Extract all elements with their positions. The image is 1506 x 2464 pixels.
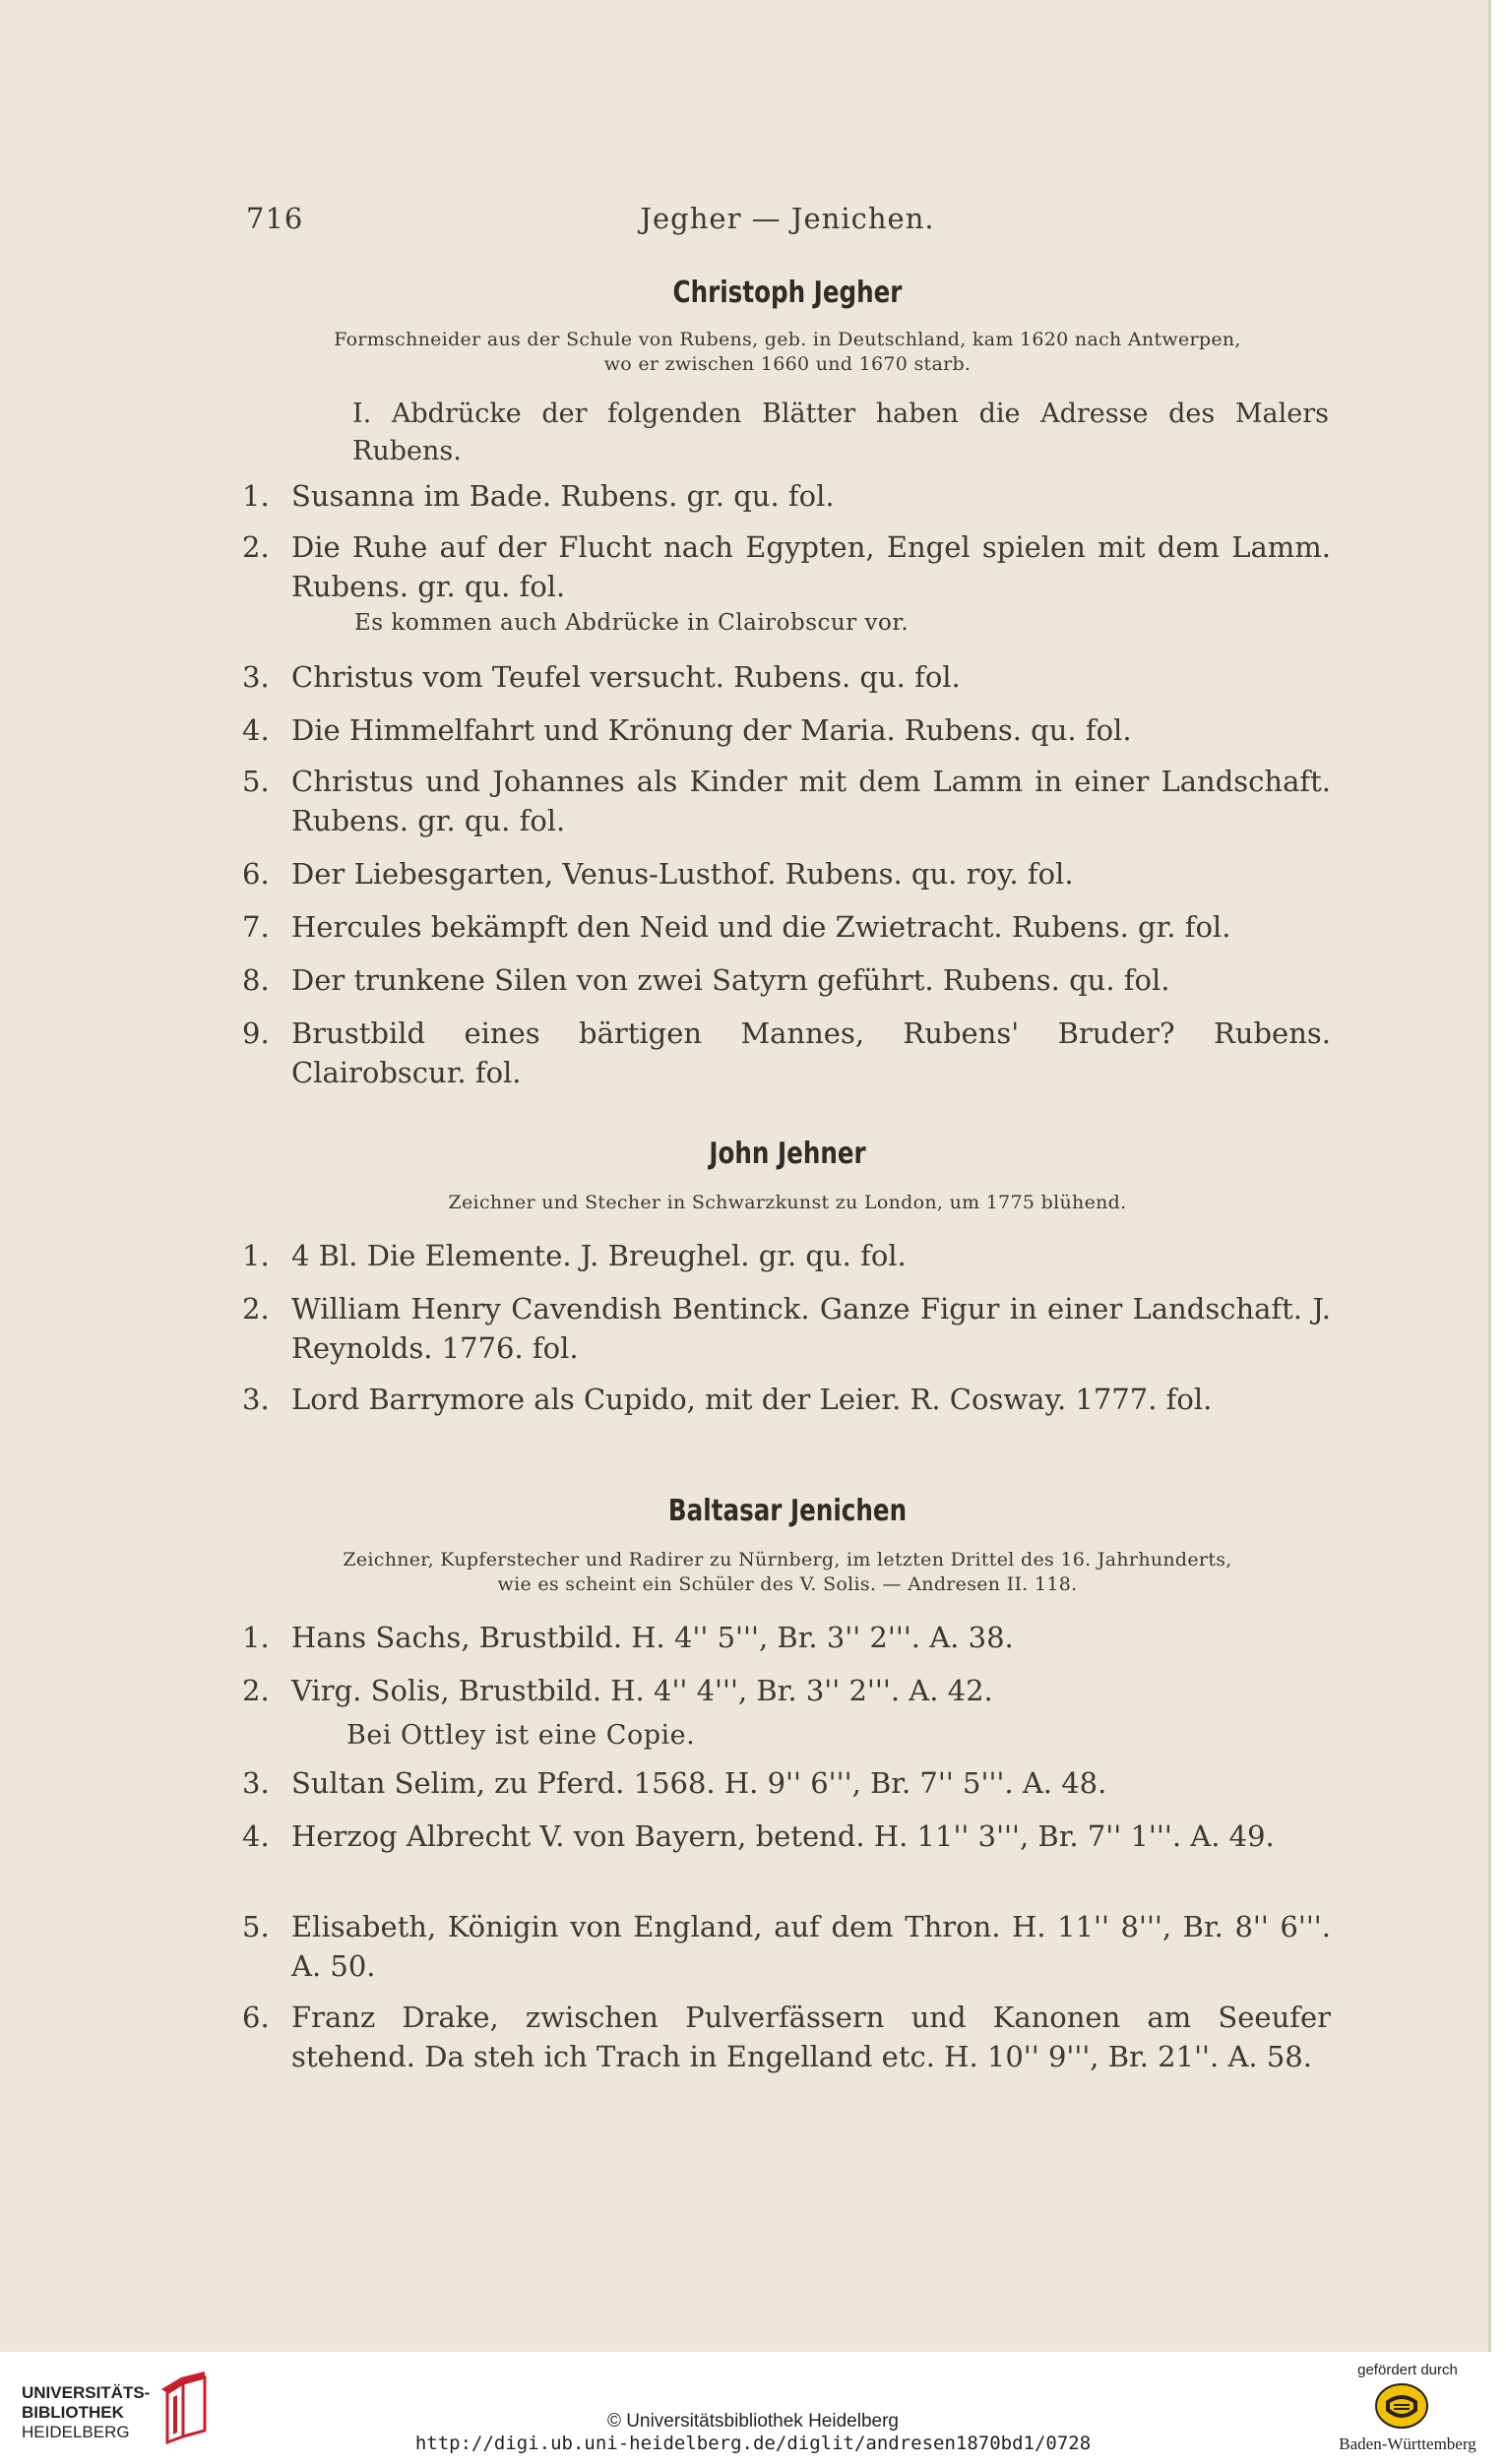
list-item	[242, 1380, 1331, 1419]
page-header	[246, 202, 1329, 241]
entry-number: 6.	[242, 857, 270, 891]
entry-number: 1.	[242, 1621, 270, 1654]
subtitle-line: Formschneider aus der Schule von Rubens, geb. in Deutschland, kam 1620 nach Antwerpen,	[334, 329, 1241, 350]
list-item	[242, 1998, 1331, 2076]
list-item	[242, 907, 1331, 947]
list-item	[242, 710, 1331, 750]
entry-number: 6.	[242, 2001, 270, 2034]
section-subtitle	[246, 1548, 1329, 1597]
library-name-line: BIBLIOTHEK	[22, 2403, 124, 2422]
entry-number: 7.	[242, 910, 270, 944]
intro-line: I. Abdrücke der folgenden Blätter haben die Adresse des Malers	[352, 399, 1329, 429]
entry-text: Lord Barrymore als Cupido, mit der Leier. R. Cosway. 1777. fol.	[291, 1383, 1213, 1416]
list-item	[242, 1236, 1331, 1275]
list-item	[242, 762, 1331, 840]
entry-text: Der Liebesgarten, Venus-Lusthof. Rubens. qu. roy. fol.	[291, 857, 1074, 891]
entry-text: Franz Drake, zwischen Pulverfässern und Kanonen am Seeufer stehend. Da steh ich Trach in Engelland etc. H. 10'' 9''', Br. 21''. A. 58.	[291, 2001, 1331, 2073]
list-item	[242, 1671, 1331, 1710]
entry-number: 8.	[242, 963, 270, 997]
entry-text: Die Ruhe auf der Flucht nach Egypten, Engel spielen mit dem Lamm. Rubens. gr. qu. fol.	[291, 530, 1331, 603]
copyright-notice: © Universitätsbibliothek Heidelberg	[607, 2411, 899, 2432]
entry-text: Hans Sachs, Brustbild. H. 4'' 5''', Br. 3'' 2'''. A. 38.	[291, 1621, 1014, 1654]
entry-text: 4 Bl. Die Elemente. J. Breughel. gr. qu. fol.	[291, 1239, 907, 1272]
section-title-jehner: John Jehner	[709, 1137, 866, 1171]
list-item	[242, 476, 1331, 516]
entry-text: Hercules bekämpft den Neid und die Zwietracht. Rubens. gr. fol.	[291, 910, 1231, 944]
sponsor-name: Baden-Württemberg	[1339, 2434, 1476, 2453]
list-item	[242, 1817, 1331, 1856]
footer	[0, 2352, 1506, 2464]
list-item	[242, 1618, 1331, 1657]
entry-text: Susanna im Bade. Rubens. gr. qu. fol.	[291, 479, 835, 513]
state-coat-of-arms-icon	[1374, 2381, 1429, 2431]
entry-number: 4.	[242, 1819, 270, 1853]
entry-number: 5.	[242, 765, 270, 798]
list-item	[242, 1907, 1331, 1986]
section-title-jenichen: Baltasar Jenichen	[667, 1494, 908, 1528]
entry-note: Es kommen auch Abdrücke in Clairobscur vor.	[354, 610, 910, 636]
entry-text: Der trunkene Silen von zwei Satyrn geführt. Rubens. qu. fol.	[291, 963, 1170, 997]
entry-number: 9.	[242, 1016, 270, 1050]
entry-text: Herzog Albrecht V. von Bayern, betend. H. 11'' 3''', Br. 7'' 1'''. A. 49.	[291, 1819, 1275, 1853]
section-subtitle: Zeichner und Stecher in Schwarzkunst zu London, um 1775 blühend.	[448, 1192, 1127, 1213]
entry-text: William Henry Cavendish Bentinck. Ganze Figur in einer Landschaft. J. Reynolds. 1776. fol.	[291, 1292, 1331, 1365]
list-item	[242, 854, 1331, 893]
entry-number: 3.	[242, 1766, 270, 1800]
subtitle-line: wo er zwischen 1660 und 1670 starb.	[603, 353, 972, 375]
list-item	[242, 1763, 1331, 1803]
entry-number: 3.	[242, 660, 270, 694]
entry-number: 5.	[242, 1910, 270, 1943]
library-name-line: HEIDELBERG	[22, 2423, 130, 2441]
intro-line: Rubens.	[352, 436, 462, 466]
entry-number: 4.	[242, 713, 270, 747]
page-number: 716	[246, 202, 304, 235]
library-name-line: UNIVERSITÄTS-	[22, 2383, 151, 2402]
entry-text: Christus vom Teufel versucht. Rubens. qu. fol.	[291, 660, 961, 694]
subtitle-line: wie es scheint ein Schüler des V. Solis. — Andresen II. 118.	[497, 1573, 1078, 1595]
list-item	[242, 1014, 1331, 1092]
entry-number: 3.	[242, 1383, 270, 1416]
sponsor-label: gefördert durch	[1357, 2362, 1458, 2378]
entry-text: Die Himmelfahrt und Krönung der Maria. Rubens. qu. fol.	[291, 713, 1132, 747]
section-title-jegher: Christoph Jegher	[672, 276, 903, 310]
entry-text: Brustbild eines bärtigen Mannes, Rubens' Bruder? Rubens. Clairobscur. fol.	[291, 1016, 1331, 1089]
intro-paragraph	[352, 396, 1329, 470]
entry-number: 1.	[242, 1239, 270, 1272]
entry-number: 2.	[242, 1674, 270, 1707]
entry-text: Elisabeth, Königin von England, auf dem Thron. H. 11'' 8''', Br. 8'' 6'''. A. 50.	[291, 1910, 1331, 1983]
list-item	[242, 527, 1331, 606]
entry-text: Virg. Solis, Brustbild. H. 4'' 4''', Br. 3'' 2'''. A. 42.	[291, 1674, 993, 1707]
entry-text: Sultan Selim, zu Pferd. 1568. H. 9'' 6''', Br. 7'' 5'''. A. 48.	[291, 1766, 1107, 1800]
entry-text: Christus und Johannes als Kinder mit dem Lamm in einer Landschaft. Rubens. gr. qu. fol.	[291, 765, 1331, 837]
entry-number: 2.	[242, 1292, 270, 1325]
entry-number: 2.	[242, 530, 270, 564]
list-item	[242, 657, 1331, 697]
permalink-url[interactable]: http://digi.ub.uni-heidelberg.de/diglit/andresen1870bd1/0728	[414, 2433, 1092, 2454]
section-subtitle	[246, 328, 1329, 377]
subtitle-line: Zeichner, Kupferstecher und Radirer zu Nürnberg, im letzten Drittel des 16. Jahrhunderts,	[343, 1549, 1232, 1571]
list-item	[242, 960, 1331, 1000]
running-title: Jegher — Jenichen.	[640, 202, 935, 235]
entry-note: Bei Ottley ist eine Copie.	[346, 1720, 696, 1751]
list-item	[242, 1289, 1331, 1368]
entry-number: 1.	[242, 479, 270, 513]
